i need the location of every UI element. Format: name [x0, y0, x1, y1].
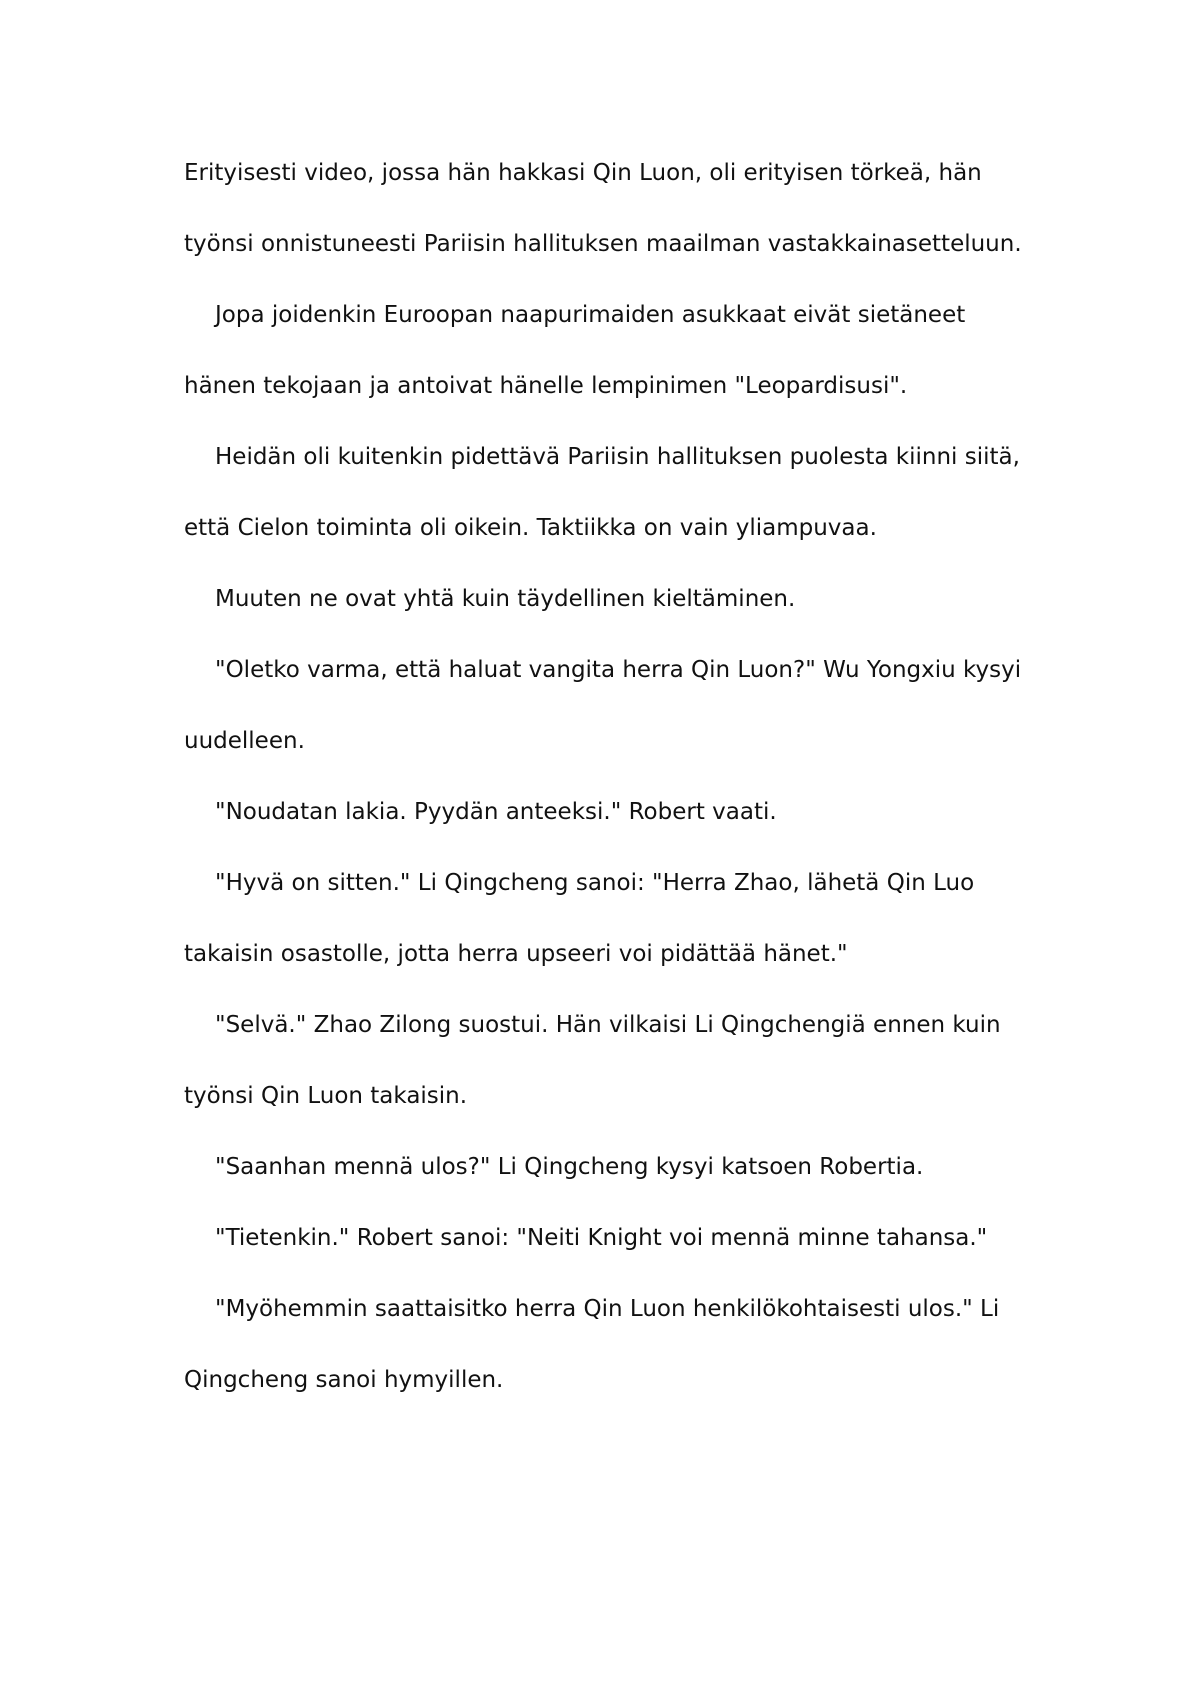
paragraph: "Noudatan lakia. Pyydän anteeksi." Robert vaati.: [215, 799, 777, 825]
paragraph: Erityisesti video, jossa hän hakkasi Qin Luon, oli erityisen törkeä, hän työnsi onnistuneesti Pariisin hallituksen maailman vastakkainasetteluun.: [184, 160, 1022, 257]
paragraph: "Oletko varma, että haluat vangita herra Qin Luon?" Wu Yongxiu kysyi uudelleen.: [184, 657, 1022, 754]
paragraph: "Tietenkin." Robert sanoi: "Neiti Knight voi mennä minne tahansa.": [215, 1225, 988, 1251]
paragraph: "Saanhan mennä ulos?" Li Qingcheng kysyi katsoen Robertia.: [215, 1154, 924, 1180]
paragraph: "Myöhemmin saattaisitko herra Qin Luon henkilökohtaisesti ulos." Li Qingcheng sanoi hymyillen.: [184, 1296, 1000, 1393]
paragraph: Heidän oli kuitenkin pidettävä Pariisin hallituksen puolesta kiinni siitä, että Cielon toiminta oli oikein. Taktiikka on vain yliampuvaa.: [184, 444, 1020, 541]
paragraph: "Hyvä on sitten." Li Qingcheng sanoi: "Herra Zhao, lähetä Qin Luo takaisin osastolle, jotta herra upseeri voi pidättää hänet.": [184, 870, 975, 967]
paragraph: Muuten ne ovat yhtä kuin täydellinen kieltäminen.: [215, 586, 796, 612]
paragraph: Jopa joidenkin Euroopan naapurimaiden asukkaat eivät sietäneet hänen tekojaan ja antoivat hänelle lempinimen "Leopardisusi".: [184, 302, 966, 399]
document-body: [184, 138, 1044, 1416]
paragraph: "Selvä." Zhao Zilong suostui. Hän vilkaisi Li Qingchengiä ennen kuin työnsi Qin Luon takaisin.: [184, 1012, 1001, 1109]
